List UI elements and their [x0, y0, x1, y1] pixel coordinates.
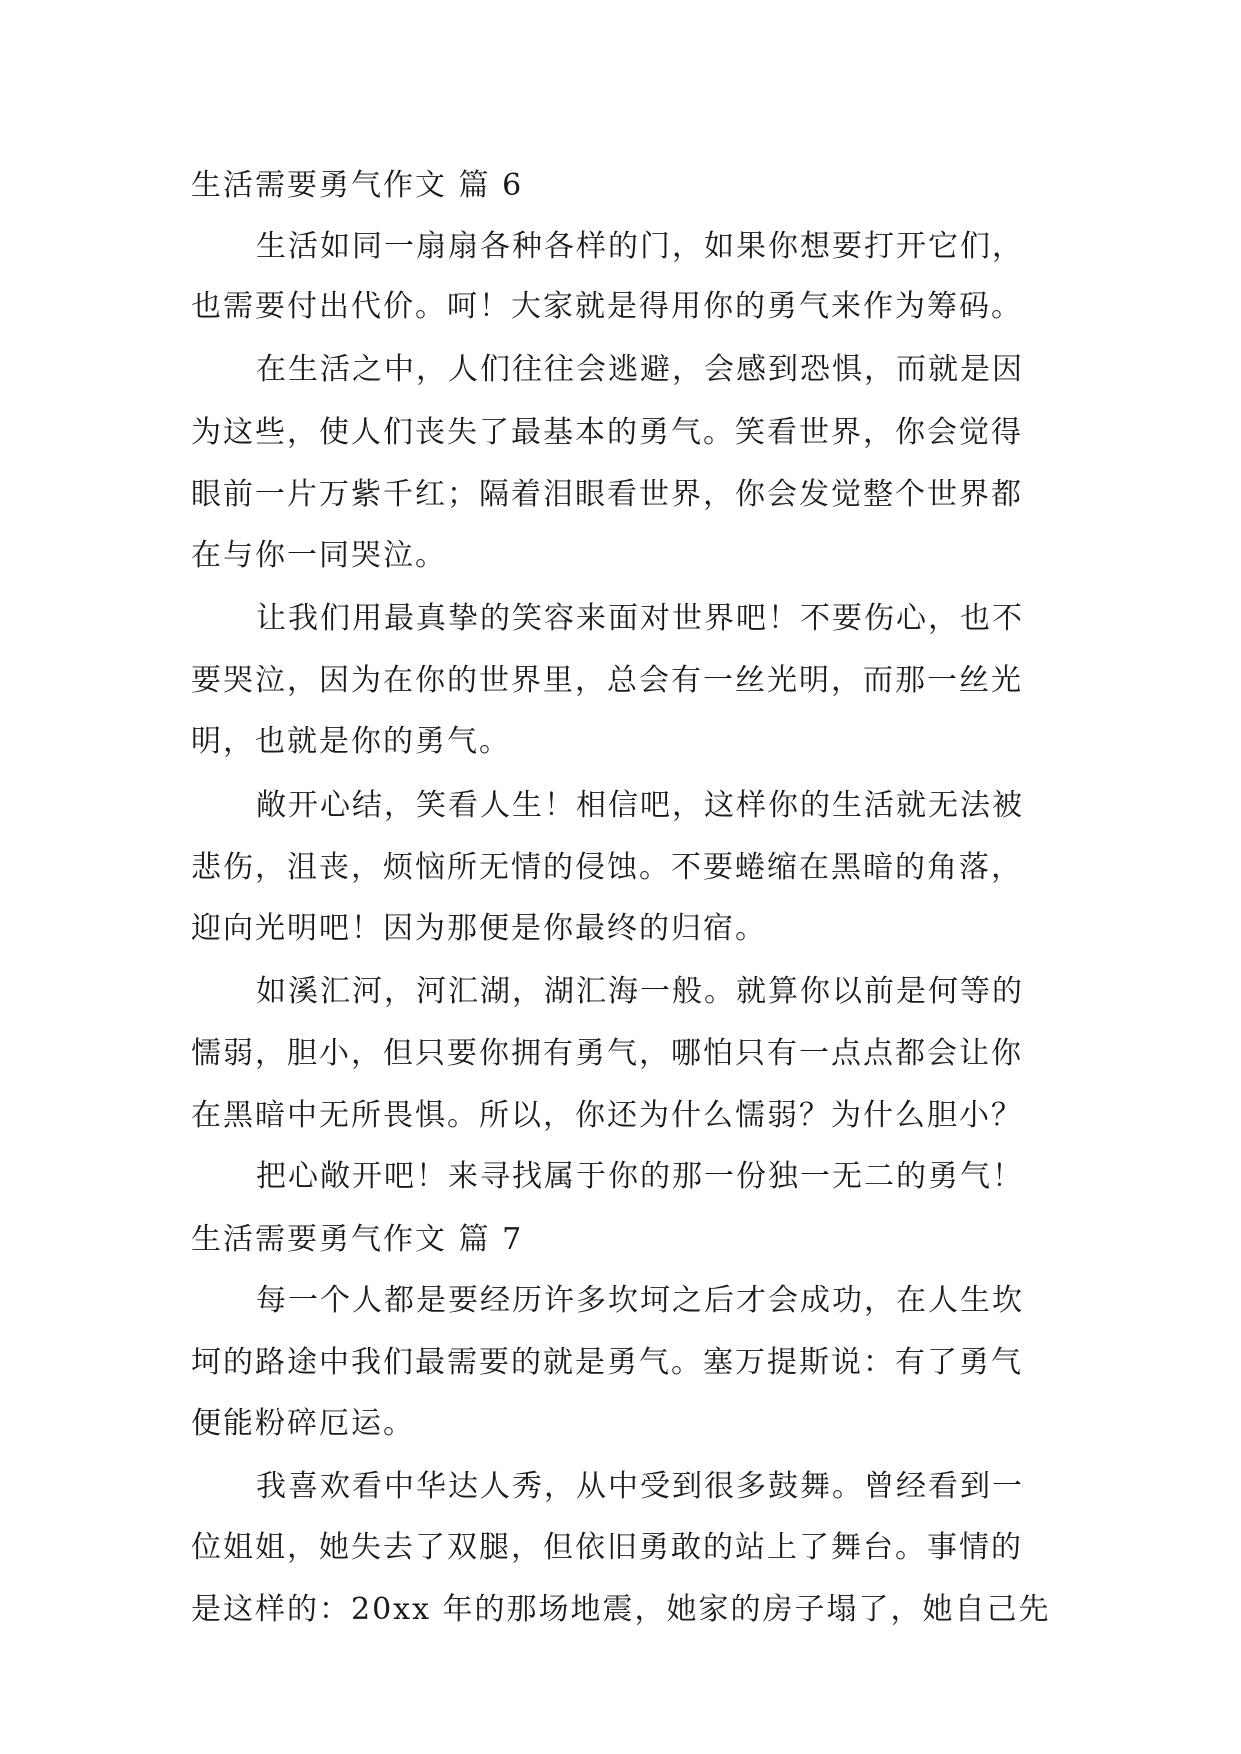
text-line: 悲伤，沮丧，烦恼所无情的侵蚀。不要蜷缩在黑暗的角落， [191, 850, 1023, 885]
text-line: 把心敞开吧！来寻找属于你的那一份独一无二的勇气！ [256, 1159, 1024, 1194]
text-line: 位姐姐，她失去了双腿，但依旧勇敢的站上了舞台。事情的 [191, 1530, 1023, 1565]
section-heading: 生活需要勇气作文 篇 7 [191, 1222, 524, 1257]
text-line: 我喜欢看中华达人秀，从中受到很多鼓舞。曾经看到一 [256, 1469, 1024, 1504]
text-line: 在与你一同哭泣。 [191, 538, 447, 573]
section-heading: 生活需要勇气作文 篇 6 [191, 168, 524, 203]
text-line: 也需要付出代价。呵！大家就是得用你的勇气来作为筹码。 [191, 289, 1023, 324]
text-line: 敞开心结，笑看人生！相信吧，这样你的生活就无法被 [256, 788, 1024, 823]
text-line: 懦弱，胆小，但只要你拥有勇气，哪怕只有一点点都会让你 [191, 1036, 1023, 1071]
text-line: 为这些，使人们丧失了最基本的勇气。笑看世界，你会觉得 [191, 415, 1023, 450]
text-line: 是这样的：20xx 年的那场地震，她家的房子塌了，她自己先 [191, 1592, 1051, 1627]
text-line: 每一个人都是要经历许多坎坷之后才会成功，在人生坎 [256, 1283, 1024, 1318]
text-line: 生活如同一扇扇各种各样的门，如果你想要打开它们， [256, 229, 1024, 264]
text-line: 明，也就是你的勇气。 [191, 724, 511, 759]
text-line: 眼前一片万紫千红；隔着泪眼看世界，你会发觉整个世界都 [191, 477, 1023, 512]
text-line: 迎向光明吧！因为那便是你最终的归宿。 [191, 911, 767, 946]
text-line: 坷的路途中我们最需要的就是勇气。塞万提斯说：有了勇气 [191, 1345, 1023, 1380]
text-line: 在生活之中，人们往往会逃避，会感到恐惧，而就是因 [256, 352, 1024, 387]
text-line: 在黑暗中无所畏惧。所以，你还为什么懦弱？为什么胆小？ [191, 1098, 1023, 1133]
text-line: 要哭泣，因为在你的世界里，总会有一丝光明，而那一丝光 [191, 663, 1023, 698]
text-line: 让我们用最真挚的笑容来面对世界吧！不要伤心，也不 [256, 601, 1024, 636]
text-line: 如溪汇河，河汇湖，湖汇海一般。就算你以前是何等的 [256, 974, 1024, 1009]
text-line: 便能粉碎厄运。 [191, 1406, 415, 1441]
